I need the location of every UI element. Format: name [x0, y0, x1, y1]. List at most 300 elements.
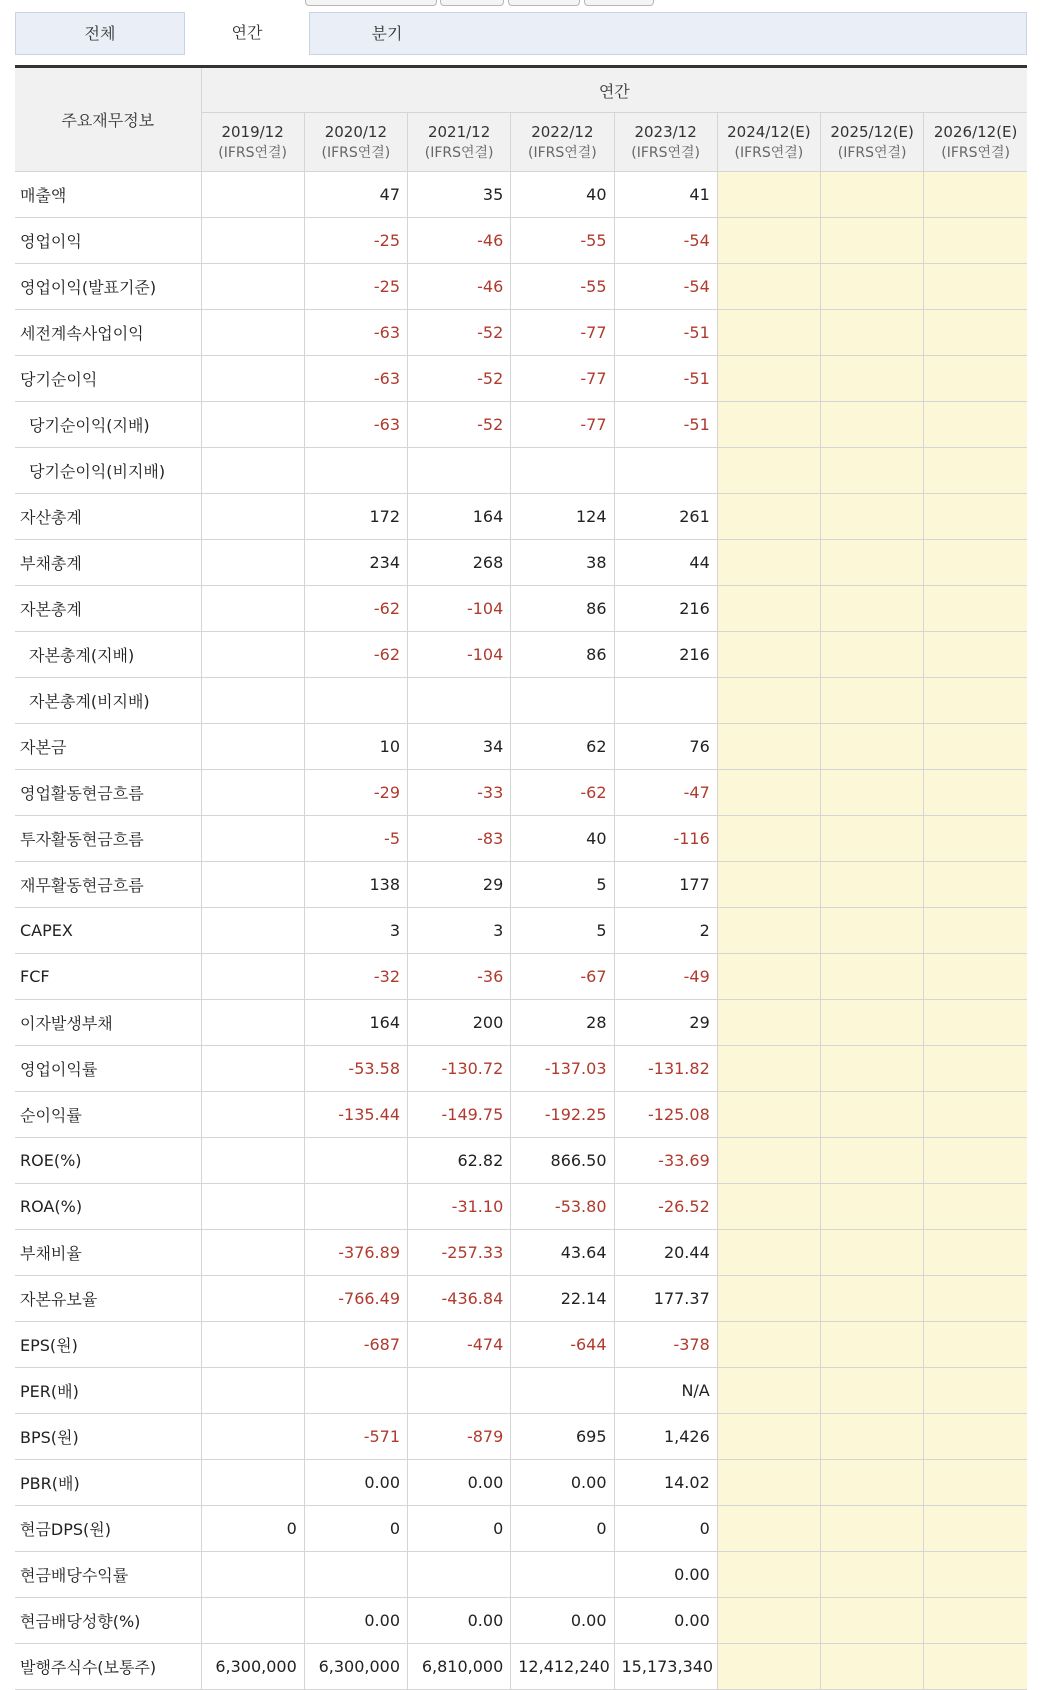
- value-cell: -131.82: [614, 1046, 717, 1092]
- value-cell: 10: [304, 724, 407, 770]
- row-label: 순이익률: [15, 1092, 201, 1138]
- value-cell: 0: [408, 1506, 511, 1552]
- value-cell: -5: [304, 816, 407, 862]
- value-cell: 6,300,000: [201, 1644, 304, 1690]
- value-cell: [717, 264, 820, 310]
- value-cell: [717, 908, 820, 954]
- value-cell: [924, 310, 1027, 356]
- value-cell: [201, 1322, 304, 1368]
- value-cell: [924, 586, 1027, 632]
- period-label: 2023/12: [634, 122, 697, 141]
- value-cell: [201, 1368, 304, 1414]
- value-cell: [924, 494, 1027, 540]
- value-cell: -52: [408, 310, 511, 356]
- top-control-4[interactable]: [584, 0, 654, 6]
- value-cell: [821, 1368, 924, 1414]
- row-label: EPS(원): [15, 1322, 201, 1368]
- value-cell: 43.64: [511, 1230, 614, 1276]
- value-cell: [304, 1368, 407, 1414]
- value-cell: -879: [408, 1414, 511, 1460]
- value-cell: [821, 172, 924, 218]
- value-cell: -63: [304, 310, 407, 356]
- value-cell: 0.00: [614, 1552, 717, 1598]
- value-cell: 0.00: [408, 1598, 511, 1644]
- value-cell: -257.33: [408, 1230, 511, 1276]
- value-cell: -51: [614, 310, 717, 356]
- value-cell: [924, 1138, 1027, 1184]
- value-cell: -62: [511, 770, 614, 816]
- value-cell: -52: [408, 402, 511, 448]
- value-cell: [304, 678, 407, 724]
- row-label: 자본유보율: [15, 1276, 201, 1322]
- value-cell: [924, 1368, 1027, 1414]
- value-cell: [717, 1414, 820, 1460]
- value-cell: [201, 1000, 304, 1046]
- value-cell: [924, 1644, 1027, 1690]
- row-label: PER(배): [15, 1368, 201, 1414]
- value-cell: [717, 494, 820, 540]
- table-body: [15, 172, 1027, 1690]
- value-cell: [717, 1322, 820, 1368]
- value-cell: -31.10: [408, 1184, 511, 1230]
- value-cell: 0.00: [304, 1598, 407, 1644]
- value-cell: [821, 402, 924, 448]
- value-cell: 177: [614, 862, 717, 908]
- value-cell: -104: [408, 586, 511, 632]
- value-cell: 29: [408, 862, 511, 908]
- value-cell: -766.49: [304, 1276, 407, 1322]
- value-cell: 0.00: [511, 1598, 614, 1644]
- period-label: 2020/12: [324, 122, 388, 141]
- table-row: [15, 770, 1027, 816]
- value-cell: [717, 1460, 820, 1506]
- table-row: [15, 1092, 1027, 1138]
- value-cell: [201, 1138, 304, 1184]
- period-basis: (IFRS연결): [734, 144, 804, 161]
- value-cell: -25: [304, 218, 407, 264]
- table-row: [15, 678, 1027, 724]
- value-cell: [201, 402, 304, 448]
- value-cell: 234: [304, 540, 407, 586]
- value-cell: -26.52: [614, 1184, 717, 1230]
- value-cell: [201, 1598, 304, 1644]
- annual-group-header: 연간: [201, 67, 1027, 113]
- value-cell: [201, 954, 304, 1000]
- financial-summary-table-wrapper: [15, 65, 1027, 1690]
- value-cell: [821, 264, 924, 310]
- value-cell: [821, 1276, 924, 1322]
- value-cell: [924, 356, 1027, 402]
- period-basis: (IFRS연결): [218, 144, 288, 161]
- value-cell: [924, 402, 1027, 448]
- value-cell: [924, 1506, 1027, 1552]
- value-cell: [821, 1598, 924, 1644]
- value-cell: [717, 218, 820, 264]
- period-label: 2026/12(E): [933, 122, 1018, 141]
- value-cell: [821, 586, 924, 632]
- value-cell: 15,173,340: [614, 1644, 717, 1690]
- value-cell: -29: [304, 770, 407, 816]
- value-cell: [717, 1598, 820, 1644]
- value-cell: 41: [614, 172, 717, 218]
- period-basis: (IFRS연결): [631, 144, 701, 161]
- value-cell: [408, 448, 511, 494]
- value-cell: -33.69: [614, 1138, 717, 1184]
- row-label: 영업이익(발표기준): [15, 264, 201, 310]
- value-cell: 866.50: [511, 1138, 614, 1184]
- value-cell: [821, 816, 924, 862]
- value-cell: [201, 678, 304, 724]
- value-cell: -51: [614, 402, 717, 448]
- period-label: 2021/12: [427, 122, 491, 141]
- row-label: 자산총계: [15, 494, 201, 540]
- value-cell: [511, 448, 614, 494]
- row-label: 부채비율: [15, 1230, 201, 1276]
- value-cell: [821, 448, 924, 494]
- value-cell: [511, 678, 614, 724]
- row-label: PBR(배): [15, 1460, 201, 1506]
- value-cell: [201, 218, 304, 264]
- value-cell: [924, 540, 1027, 586]
- value-cell: [924, 448, 1027, 494]
- value-cell: 14.02: [614, 1460, 717, 1506]
- value-cell: 34: [408, 724, 511, 770]
- value-cell: -67: [511, 954, 614, 1000]
- top-control-3[interactable]: [508, 0, 580, 6]
- value-cell: [717, 1552, 820, 1598]
- value-cell: [408, 1552, 511, 1598]
- value-cell: [924, 1460, 1027, 1506]
- period-header: [511, 113, 614, 172]
- value-cell: [304, 1138, 407, 1184]
- value-cell: [821, 1506, 924, 1552]
- value-cell: [821, 632, 924, 678]
- value-cell: [201, 908, 304, 954]
- value-cell: [717, 1184, 820, 1230]
- value-cell: 0.00: [614, 1598, 717, 1644]
- value-cell: [304, 1552, 407, 1598]
- value-cell: 216: [614, 632, 717, 678]
- value-cell: [201, 494, 304, 540]
- table-row: [15, 1644, 1027, 1690]
- value-cell: -25: [304, 264, 407, 310]
- value-cell: 3: [304, 908, 407, 954]
- table-row: [15, 1322, 1027, 1368]
- value-cell: [717, 1138, 820, 1184]
- row-label: 투자활동현금흐름: [15, 816, 201, 862]
- value-cell: [717, 1276, 820, 1322]
- value-cell: -135.44: [304, 1092, 407, 1138]
- value-cell: [924, 264, 1027, 310]
- period-header: [614, 113, 717, 172]
- value-cell: [924, 770, 1027, 816]
- value-cell: 40: [511, 172, 614, 218]
- value-cell: [511, 1368, 614, 1414]
- value-cell: [821, 1414, 924, 1460]
- value-cell: [821, 540, 924, 586]
- period-header: [821, 113, 924, 172]
- row-label: 자본총계(비지배): [15, 678, 201, 724]
- value-cell: 44: [614, 540, 717, 586]
- row-label: 발행주식수(보통주): [15, 1644, 201, 1690]
- value-cell: [924, 1276, 1027, 1322]
- value-cell: [821, 678, 924, 724]
- value-cell: [821, 1460, 924, 1506]
- value-cell: 20.44: [614, 1230, 717, 1276]
- value-cell: 22.14: [511, 1276, 614, 1322]
- value-cell: -33: [408, 770, 511, 816]
- value-cell: 28: [511, 1000, 614, 1046]
- value-cell: [717, 1000, 820, 1046]
- value-cell: [924, 172, 1027, 218]
- value-cell: [717, 540, 820, 586]
- value-cell: [201, 770, 304, 816]
- value-cell: 0: [511, 1506, 614, 1552]
- value-cell: -77: [511, 356, 614, 402]
- value-cell: [201, 586, 304, 632]
- value-cell: 164: [408, 494, 511, 540]
- value-cell: -63: [304, 402, 407, 448]
- value-cell: 164: [304, 1000, 407, 1046]
- value-cell: [717, 1506, 820, 1552]
- value-cell: [201, 724, 304, 770]
- value-cell: [717, 954, 820, 1000]
- value-cell: [821, 1230, 924, 1276]
- value-cell: -192.25: [511, 1092, 614, 1138]
- value-cell: [821, 1552, 924, 1598]
- row-label: 이자발생부채: [15, 1000, 201, 1046]
- value-cell: [821, 218, 924, 264]
- period-tab-bar: [15, 12, 1027, 55]
- row-label: 영업이익: [15, 218, 201, 264]
- value-cell: [924, 1414, 1027, 1460]
- value-cell: 86: [511, 586, 614, 632]
- value-cell: [201, 1184, 304, 1230]
- value-cell: 62.82: [408, 1138, 511, 1184]
- value-cell: 268: [408, 540, 511, 586]
- table-row: [15, 1046, 1027, 1092]
- value-cell: [821, 356, 924, 402]
- table-row: [15, 908, 1027, 954]
- row-label: ROE(%): [15, 1138, 201, 1184]
- financial-summary-table: [15, 65, 1027, 1690]
- value-cell: 177.37: [614, 1276, 717, 1322]
- value-cell: [717, 172, 820, 218]
- value-cell: [821, 1000, 924, 1046]
- value-cell: [717, 724, 820, 770]
- value-cell: [201, 310, 304, 356]
- value-cell: -62: [304, 632, 407, 678]
- value-cell: -32: [304, 954, 407, 1000]
- value-cell: -436.84: [408, 1276, 511, 1322]
- value-cell: -125.08: [614, 1092, 717, 1138]
- value-cell: -52: [408, 356, 511, 402]
- period-header: [408, 113, 511, 172]
- period-label: 2019/12: [221, 122, 284, 141]
- value-cell: [924, 954, 1027, 1000]
- value-cell: [717, 356, 820, 402]
- value-cell: 6,810,000: [408, 1644, 511, 1690]
- row-label: 매출액: [15, 172, 201, 218]
- period-header: [304, 113, 407, 172]
- value-cell: [201, 356, 304, 402]
- value-cell: -149.75: [408, 1092, 511, 1138]
- value-cell: -571: [304, 1414, 407, 1460]
- value-cell: 124: [511, 494, 614, 540]
- table-row: [15, 1598, 1027, 1644]
- value-cell: [717, 1368, 820, 1414]
- value-cell: 12,412,240: [511, 1644, 614, 1690]
- value-cell: -54: [614, 264, 717, 310]
- value-cell: 261: [614, 494, 717, 540]
- period-header: [717, 113, 820, 172]
- value-cell: [924, 908, 1027, 954]
- value-cell: [304, 1184, 407, 1230]
- value-cell: -53.80: [511, 1184, 614, 1230]
- table-row: [15, 1460, 1027, 1506]
- value-cell: [201, 1046, 304, 1092]
- table-row: [15, 310, 1027, 356]
- table-row: [15, 172, 1027, 218]
- value-cell: [717, 1644, 820, 1690]
- value-cell: -137.03: [511, 1046, 614, 1092]
- value-cell: [821, 1138, 924, 1184]
- period-header: [924, 113, 1027, 172]
- value-cell: 86: [511, 632, 614, 678]
- value-cell: [821, 1322, 924, 1368]
- value-cell: [821, 1184, 924, 1230]
- value-cell: [511, 1552, 614, 1598]
- value-cell: [924, 1322, 1027, 1368]
- row-label: ROA(%): [15, 1184, 201, 1230]
- tab-annual[interactable]: 연간: [184, 12, 310, 55]
- tab-all[interactable]: 전체: [84, 24, 116, 43]
- value-cell: [201, 862, 304, 908]
- period-header: [201, 113, 304, 172]
- value-cell: [924, 1000, 1027, 1046]
- value-cell: 200: [408, 1000, 511, 1046]
- value-cell: [924, 632, 1027, 678]
- value-cell: [717, 770, 820, 816]
- value-cell: [201, 172, 304, 218]
- table-row: [15, 586, 1027, 632]
- value-cell: [924, 1230, 1027, 1276]
- value-cell: -104: [408, 632, 511, 678]
- value-cell: -644: [511, 1322, 614, 1368]
- value-cell: -49: [614, 954, 717, 1000]
- value-cell: -55: [511, 218, 614, 264]
- row-label: 현금DPS(원): [15, 1506, 201, 1552]
- row-label: CAPEX: [15, 908, 201, 954]
- top-control-2[interactable]: [440, 0, 504, 6]
- tab-quarterly[interactable]: 분기: [371, 24, 403, 43]
- row-label: 재무활동현금흐름: [15, 862, 201, 908]
- table-row: [15, 862, 1027, 908]
- period-basis: (IFRS연결): [837, 144, 907, 161]
- value-cell: 0.00: [408, 1460, 511, 1506]
- table-row: [15, 1506, 1027, 1552]
- value-cell: [201, 1276, 304, 1322]
- value-cell: 38: [511, 540, 614, 586]
- table-row: [15, 1552, 1027, 1598]
- value-cell: -378: [614, 1322, 717, 1368]
- row-label: 부채총계: [15, 540, 201, 586]
- table-row: [15, 1276, 1027, 1322]
- value-cell: 5: [511, 862, 614, 908]
- value-cell: 76: [614, 724, 717, 770]
- value-cell: 1,426: [614, 1414, 717, 1460]
- value-cell: [408, 678, 511, 724]
- value-cell: [201, 1414, 304, 1460]
- value-cell: [924, 1046, 1027, 1092]
- value-cell: [924, 678, 1027, 724]
- period-basis: (IFRS연결): [941, 144, 1011, 161]
- row-label: 당기순이익(지배): [15, 402, 201, 448]
- row-label: 자본금: [15, 724, 201, 770]
- top-control-1[interactable]: [305, 0, 437, 6]
- value-cell: -46: [408, 218, 511, 264]
- value-cell: [924, 1598, 1027, 1644]
- value-cell: [201, 448, 304, 494]
- value-cell: [201, 632, 304, 678]
- table-row: [15, 1230, 1027, 1276]
- period-basis: (IFRS연결): [321, 144, 391, 161]
- value-cell: [924, 724, 1027, 770]
- value-cell: 2: [614, 908, 717, 954]
- table-row: [15, 494, 1027, 540]
- value-cell: [717, 632, 820, 678]
- value-cell: [821, 862, 924, 908]
- table-row: [15, 954, 1027, 1000]
- value-cell: [821, 1644, 924, 1690]
- top-toolbar: [0, 0, 1049, 6]
- value-cell: -687: [304, 1322, 407, 1368]
- table-row: [15, 816, 1027, 862]
- value-cell: 0.00: [511, 1460, 614, 1506]
- value-cell: -376.89: [304, 1230, 407, 1276]
- value-cell: 0.00: [304, 1460, 407, 1506]
- table-row: [15, 218, 1027, 264]
- value-cell: -51: [614, 356, 717, 402]
- value-cell: -474: [408, 1322, 511, 1368]
- value-cell: [717, 678, 820, 724]
- value-cell: -130.72: [408, 1046, 511, 1092]
- value-cell: 172: [304, 494, 407, 540]
- value-cell: [821, 494, 924, 540]
- value-cell: 0: [304, 1506, 407, 1552]
- value-cell: 5: [511, 908, 614, 954]
- value-cell: [201, 264, 304, 310]
- value-cell: -54: [614, 218, 717, 264]
- value-cell: [201, 1460, 304, 1506]
- table-row: [15, 1000, 1027, 1046]
- value-cell: -47: [614, 770, 717, 816]
- row-label: 자본총계: [15, 586, 201, 632]
- table-row: [15, 540, 1027, 586]
- value-cell: [924, 816, 1027, 862]
- value-cell: [924, 1552, 1027, 1598]
- value-cell: [201, 1552, 304, 1598]
- value-cell: 62: [511, 724, 614, 770]
- value-cell: [201, 1092, 304, 1138]
- table-row: [15, 632, 1027, 678]
- value-cell: -77: [511, 310, 614, 356]
- value-cell: 216: [614, 586, 717, 632]
- value-cell: 695: [511, 1414, 614, 1460]
- period-basis: (IFRS연결): [424, 144, 494, 161]
- value-cell: 6,300,000: [304, 1644, 407, 1690]
- value-cell: -46: [408, 264, 511, 310]
